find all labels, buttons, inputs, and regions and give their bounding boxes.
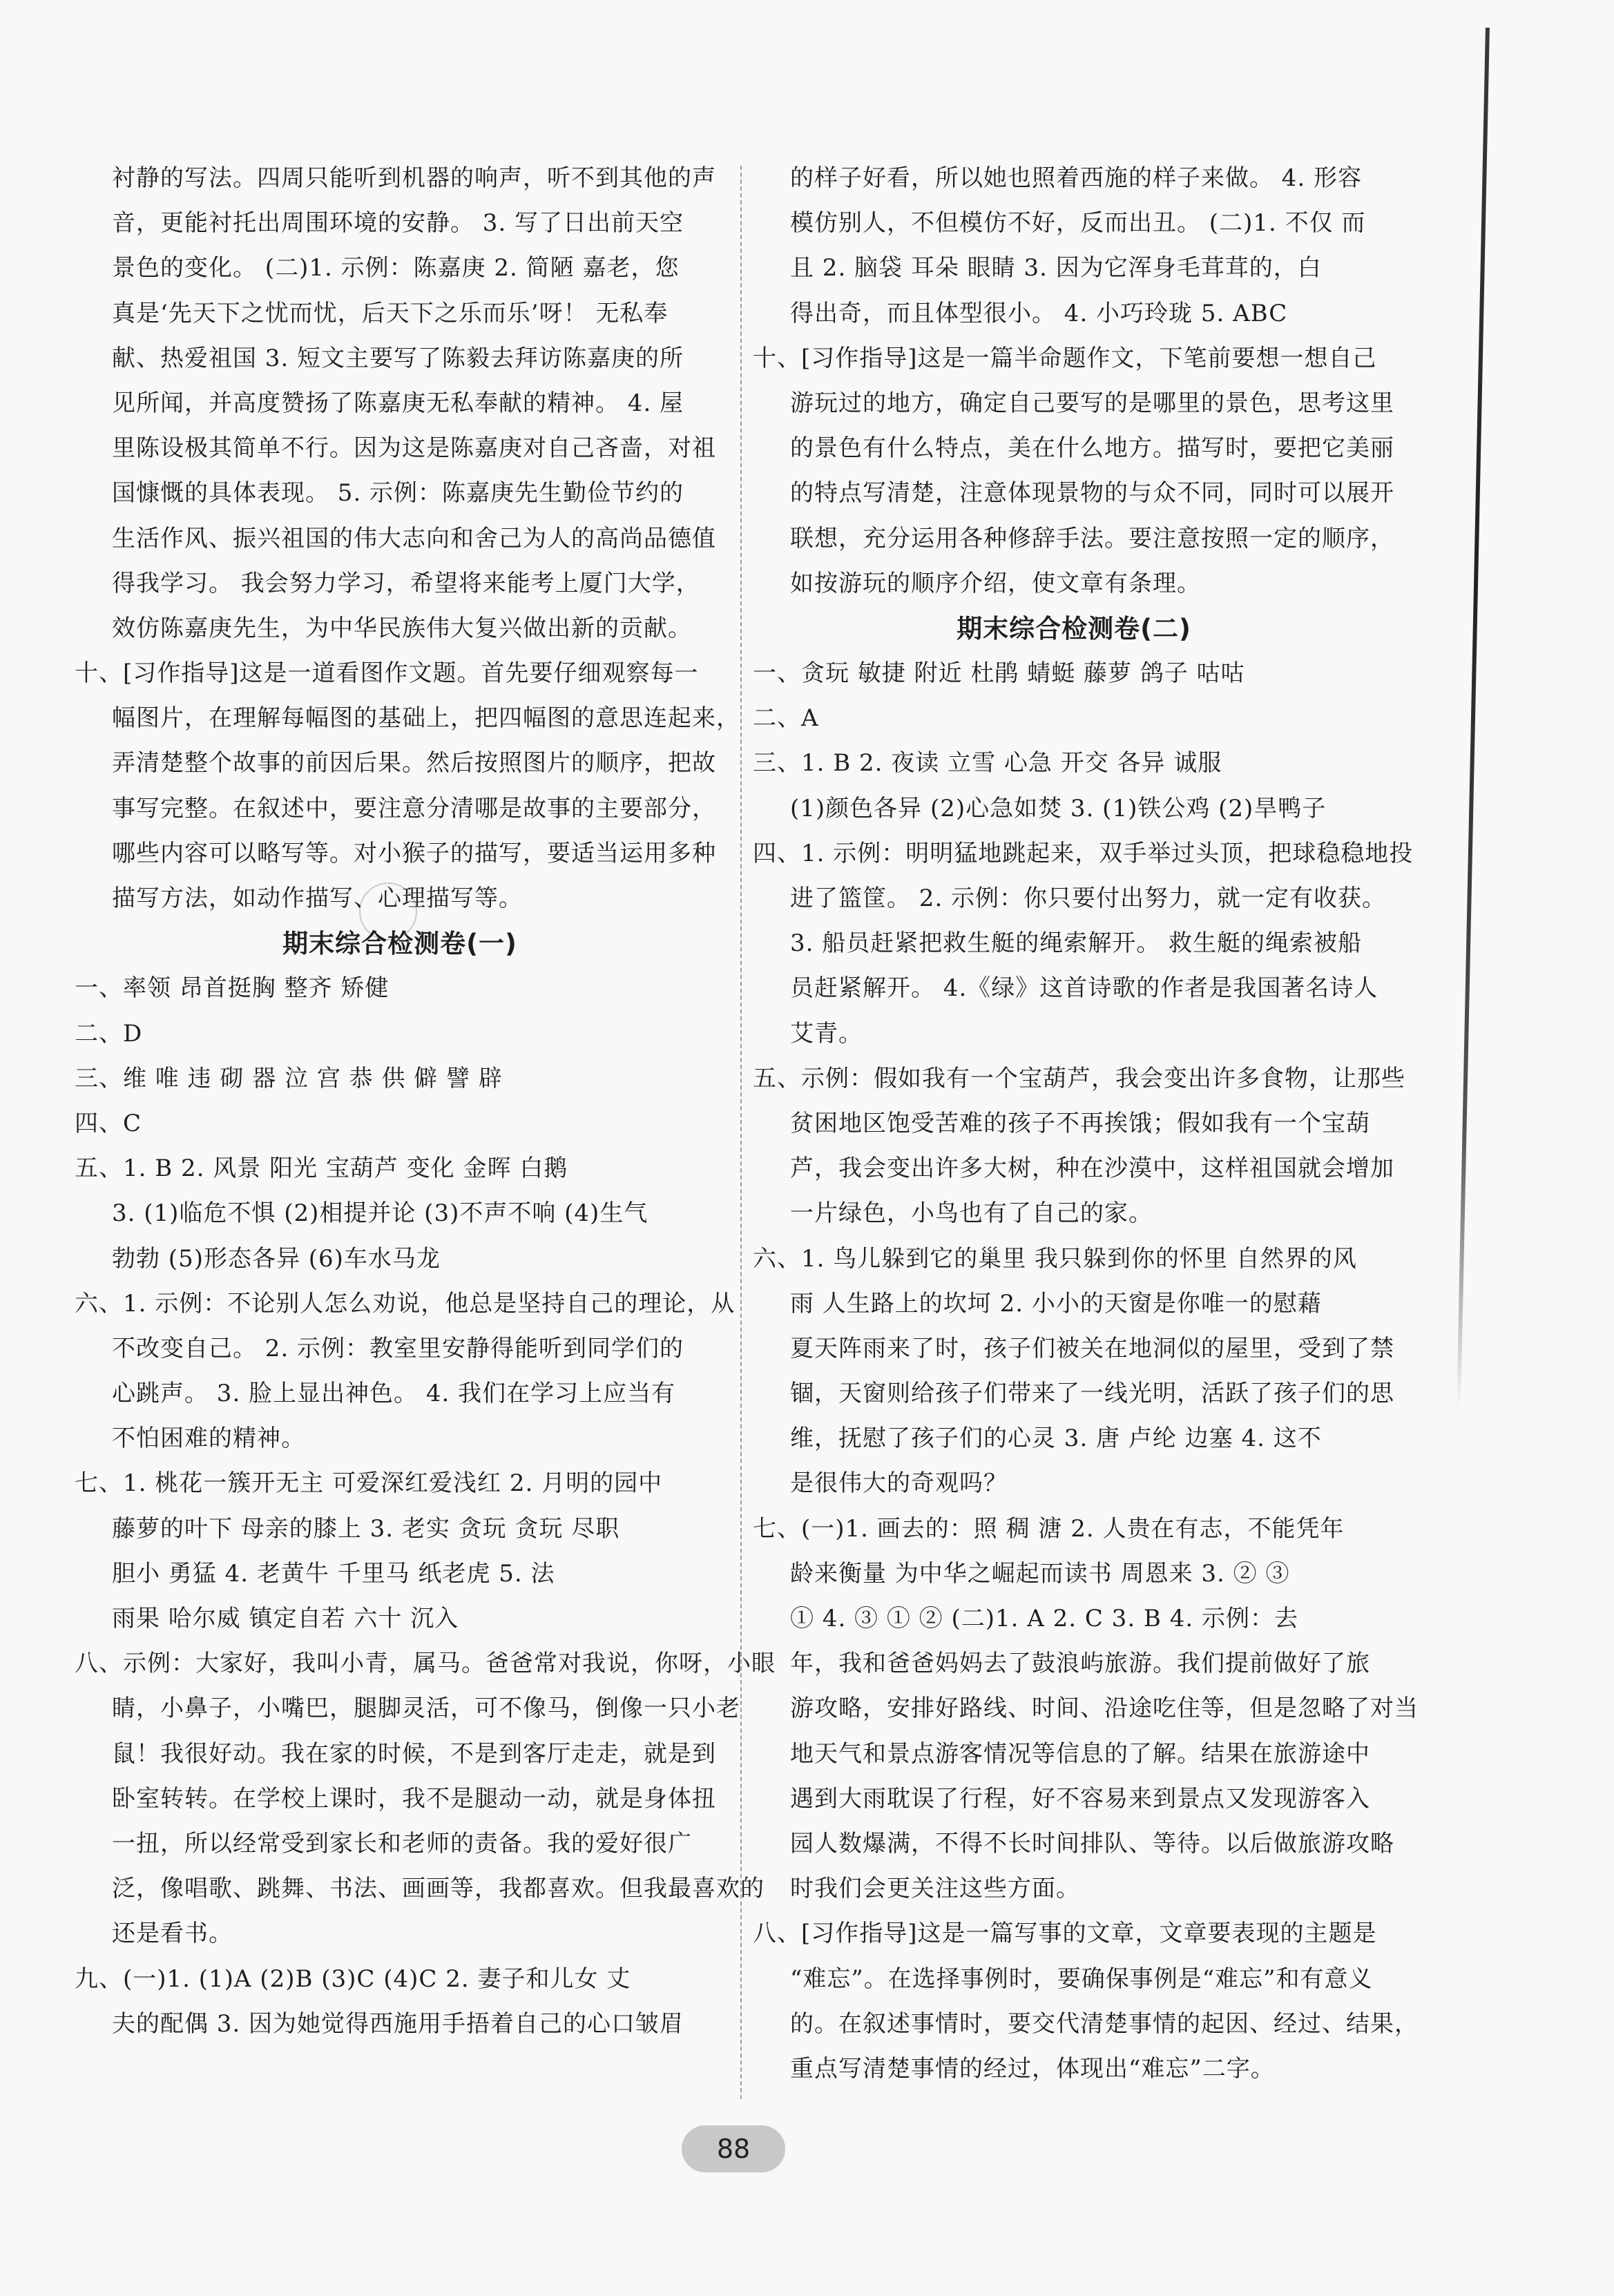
- answer-line: 六、1. 鸟儿躲到它的巢里 我只躲到你的怀里 自然界的风: [753, 1244, 1357, 1273]
- answer-line: 生活作风、振兴祖国的伟大志向和舍己为人的高尚品德值: [112, 524, 716, 552]
- answer-line: 艾青。: [790, 1019, 863, 1048]
- answer-line: 芦，我会变出许多大树，种在沙漠中，这样祖国就会增加: [790, 1155, 1394, 1183]
- answer-line: 园人数爆满，不得不长时间排队、等待。以后做旅游攻略: [790, 1829, 1394, 1858]
- answer-line: 夏天阵雨来了时，孩子们被关在地洞似的屋里，受到了禁: [790, 1334, 1394, 1362]
- answer-line: 的景色有什么特点，美在什么地方。描写时，要把它美丽: [790, 434, 1394, 463]
- answer-line: 鼠！我很好动。我在家的时候，不是到客厅走走，就是到: [112, 1739, 716, 1768]
- answer-line: 四、1. 示例：明明猛地跳起来，双手举过头顶，把球稳稳地投: [753, 839, 1414, 867]
- answer-line: 的样子好看，所以她也照着西施的样子来做。 4. 形容: [790, 164, 1363, 192]
- right-column: [753, 156, 1419, 2092]
- answer-line: 真是‘先天下之忧而忧，后天下之乐而乐’呀！ 无私奉: [112, 299, 669, 327]
- answer-line: 七、1. 桃花一簇开无主 可爱深红爱浅红 2. 月明的园中: [75, 1469, 663, 1498]
- answer-line: 雨 人生路上的坎坷 2. 小小的天窗是你唯一的慰藉: [790, 1289, 1322, 1318]
- answer-line: 一扭，所以经常受到家长和老师的责备。我的爱好很广: [112, 1829, 692, 1858]
- answer-line: 的特点写清楚，注意体现景物的与众不同，同时可以展开: [790, 479, 1394, 508]
- answer-line: 二、D: [75, 1019, 143, 1048]
- answer-line: 睛，小鼻子，小嘴巴，腿脚灵活，可不像马，倒像一只小老: [112, 1695, 740, 1723]
- answer-line: 十、[习作指导]这是一道看图作文题。首先要仔细观察每一: [75, 659, 699, 688]
- section-heading: 期末综合检测卷(二): [957, 613, 1191, 644]
- answer-line: 进了篮筐。 2. 示例：你只要付出努力，就一定有收获。: [790, 885, 1387, 912]
- answer-line: 联想，充分运用各种修辞手法。要注意按照一定的顺序，: [790, 524, 1394, 552]
- answer-line: 胆小 勇猛 4. 老黄牛 千里马 纸老虎 5. 法: [112, 1559, 555, 1588]
- answer-line: 不怕困难的精神。: [112, 1425, 305, 1453]
- answer-line: 的。在叙述事情时，要交代清楚事情的起因、经过、结果，: [790, 2009, 1419, 2038]
- answer-line: 七、(一)1. 画去的：照 稠 溏 2. 人贵在有志，不能凭年: [753, 1514, 1345, 1543]
- answer-line: 里陈设极其简单不行。因为这是陈嘉庚对自己吝啬，对祖: [112, 434, 716, 463]
- answer-line: 3. 船员赶紧把救生艇的绳索解开。 救生艇的绳索被船: [790, 929, 1363, 958]
- answer-line: 夫的配偶 3. 因为她觉得西施用手捂着自己的心口皱眉: [112, 2009, 684, 2038]
- answer-line: 年，我和爸爸妈妈去了鼓浪屿旅游。我们提前做好了旅: [790, 1650, 1370, 1678]
- answer-line: 藤萝的叶下 母亲的膝上 3. 老实 贪玩 贪玩 尽职: [112, 1514, 620, 1543]
- answer-line: 幅图片，在理解每幅图的基础上，把四幅图的意思连起来，: [112, 704, 740, 733]
- answer-line: 时我们会更关注这些方面。: [790, 1875, 1080, 1903]
- answer-line: 三、维 唯 违 砌 器 泣 宫 恭 供 僻 譬 辟: [75, 1064, 503, 1092]
- answer-line: 二、A: [753, 704, 819, 733]
- left-column: [75, 156, 776, 2047]
- answer-line: 十、[习作指导]这是一篇半命题作文，下笔前要想一想自己: [753, 344, 1377, 372]
- answer-line: 重点写清楚事情的经过，体现出“难忘”二字。: [790, 2054, 1275, 2083]
- answer-line: 哪些内容可以略写等。对小猴子的描写，要适当运用多种: [112, 839, 716, 867]
- answer-line: 游攻略，安排好路线、时间、沿途吃住等，但是忽略了对当: [790, 1695, 1419, 1723]
- answer-line: 一、率领 昂首挺胸 整齐 矫健: [75, 974, 390, 1003]
- answer-line: 得我学习。 我会努力学习，希望将来能考上厦门大学，: [112, 569, 700, 597]
- answer-line: 锢，天窗则给孩子们带来了一线光明，活跃了孩子们的思: [790, 1380, 1394, 1408]
- answer-line: 是很伟大的奇观吗？: [790, 1469, 1008, 1498]
- answer-line: 五、示例：假如我有一个宝葫芦，我会变出许多食物，让那些: [753, 1064, 1405, 1092]
- answer-line: “难忘”。在选择事例时，要确保事例是“难忘”和有意义: [790, 1965, 1373, 1993]
- answer-line: ① 4. ③ ① ② (二)1. A 2. C 3. B 4. 示例：去: [790, 1605, 1298, 1632]
- answer-line: 不改变自己。 2. 示例：教室里安静得能听到同学们的: [112, 1334, 684, 1362]
- answer-line: 3. (1)临危不惧 (2)相提并论 (3)不声不响 (4)生气: [112, 1199, 649, 1228]
- answer-line: (1)颜色各异 (2)心急如焚 3. (1)铁公鸡 (2)旱鸭子: [790, 794, 1327, 822]
- answer-line: 泛，像唱歌、跳舞、书法、画画等，我都喜欢。但我最喜欢的: [112, 1875, 765, 1903]
- answer-line: 弄清楚整个故事的前因后果。然后按照图片的顺序，把故: [112, 749, 716, 778]
- answer-line: 模仿别人，不但模仿不好，反而出丑。 (二)1. 不仅 而: [790, 209, 1366, 238]
- answer-line: 勃勃 (5)形态各异 (6)车水马龙: [112, 1244, 441, 1273]
- answer-line: 三、1. B 2. 夜读 立雪 心急 开交 各异 诚服: [753, 749, 1222, 778]
- answer-line: 献、热爱祖国 3. 短文主要写了陈毅去拜访陈嘉庚的所: [112, 344, 684, 372]
- answer-line: 八、示例：大家好，我叫小青，属马。爸爸常对我说，你呀，小眼: [75, 1650, 776, 1678]
- page-number: 88: [682, 2125, 785, 2172]
- column-divider: [740, 166, 742, 2099]
- answer-line: 九、(一)1. (1)A (2)B (3)C (4)C 2. 妻子和儿女 丈: [75, 1965, 631, 1993]
- answer-line: 且 2. 脑袋 耳朵 眼睛 3. 因为它浑身毛茸茸的，白: [790, 254, 1322, 282]
- answer-line: 四、C: [75, 1109, 142, 1137]
- answer-line: 游玩过的地方，确定自己要写的是哪里的景色，思考这里: [790, 389, 1394, 417]
- answer-line: 见所闻，并高度赞扬了陈嘉庚无私奉献的精神。 4. 屋: [112, 389, 684, 417]
- answer-line: 遇到大雨耽误了行程，好不容易来到景点又发现游客入: [790, 1784, 1370, 1813]
- answer-line: 雨果 哈尔威 镇定自若 六十 沉入: [112, 1605, 459, 1632]
- answer-line: 维，抚慰了孩子们的心灵 3. 唐 卢纶 边塞 4. 这不: [790, 1425, 1322, 1453]
- answer-line: 效仿陈嘉庚先生，为中华民族伟大复兴做出新的贡献。: [112, 614, 692, 642]
- answer-line: 国慷慨的具体表现。 5. 示例：陈嘉庚先生勤俭节约的: [112, 479, 684, 508]
- answer-line: 事写完整。在叙述中，要注意分清哪是故事的主要部分，: [112, 794, 716, 822]
- answer-line: 员赶紧解开。 4.《绿》这首诗歌的作者是我国著名诗人: [790, 974, 1378, 1003]
- answer-line: 描写方法，如动作描写、心理描写等。: [112, 885, 523, 912]
- answer-line: 音，更能衬托出周围环境的安静。 3. 写了日出前天空: [112, 209, 684, 238]
- answer-line: 还是看书。: [112, 1920, 233, 1948]
- answer-line: 龄来衡量 为中华之崛起而读书 周恩来 3. ② ③: [790, 1559, 1290, 1588]
- answer-line: 六、1. 示例：不论别人怎么劝说，他总是坚持自己的理论，从: [75, 1289, 736, 1318]
- answer-line: 五、1. B 2. 风景 阳光 宝葫芦 变化 金晖 白鹅: [75, 1155, 568, 1183]
- answer-line: 景色的变化。 (二)1. 示例：陈嘉庚 2. 简陋 嘉老，您: [112, 254, 680, 282]
- section-heading: 期末综合检测卷(一): [282, 929, 517, 959]
- answer-line: 八、[习作指导]这是一篇写事的文章，文章要表现的主题是: [753, 1920, 1377, 1948]
- answer-line: 地天气和景点游客情况等信息的了解。结果在旅游途中: [790, 1739, 1370, 1768]
- book-spine-shadow: [1457, 28, 1490, 1409]
- answer-line: 如按游玩的顺序介绍，使文章有条理。: [790, 569, 1201, 597]
- answer-line: 得出奇，而且体型很小。 4. 小巧玲珑 5. ABC: [790, 299, 1288, 327]
- answer-line: 衬静的写法。四周只能听到机器的响声，听不到其他的声: [112, 164, 716, 192]
- answer-line: 心跳声。 3. 脸上显出神色。 4. 我们在学习上应当有: [112, 1380, 676, 1408]
- answer-line: 一、贪玩 敏捷 附近 杜鹃 蜻蜓 藤萝 鸽子 咕咕: [753, 659, 1245, 688]
- answer-line: 卧室转转。在学校上课时，我不是腿动一动，就是身体扭: [112, 1784, 716, 1813]
- answer-line: 一片绿色，小鸟也有了自己的家。: [790, 1199, 1153, 1228]
- answer-line: 贫困地区饱受苦难的孩子不再挨饿；假如我有一个宝葫: [790, 1109, 1370, 1137]
